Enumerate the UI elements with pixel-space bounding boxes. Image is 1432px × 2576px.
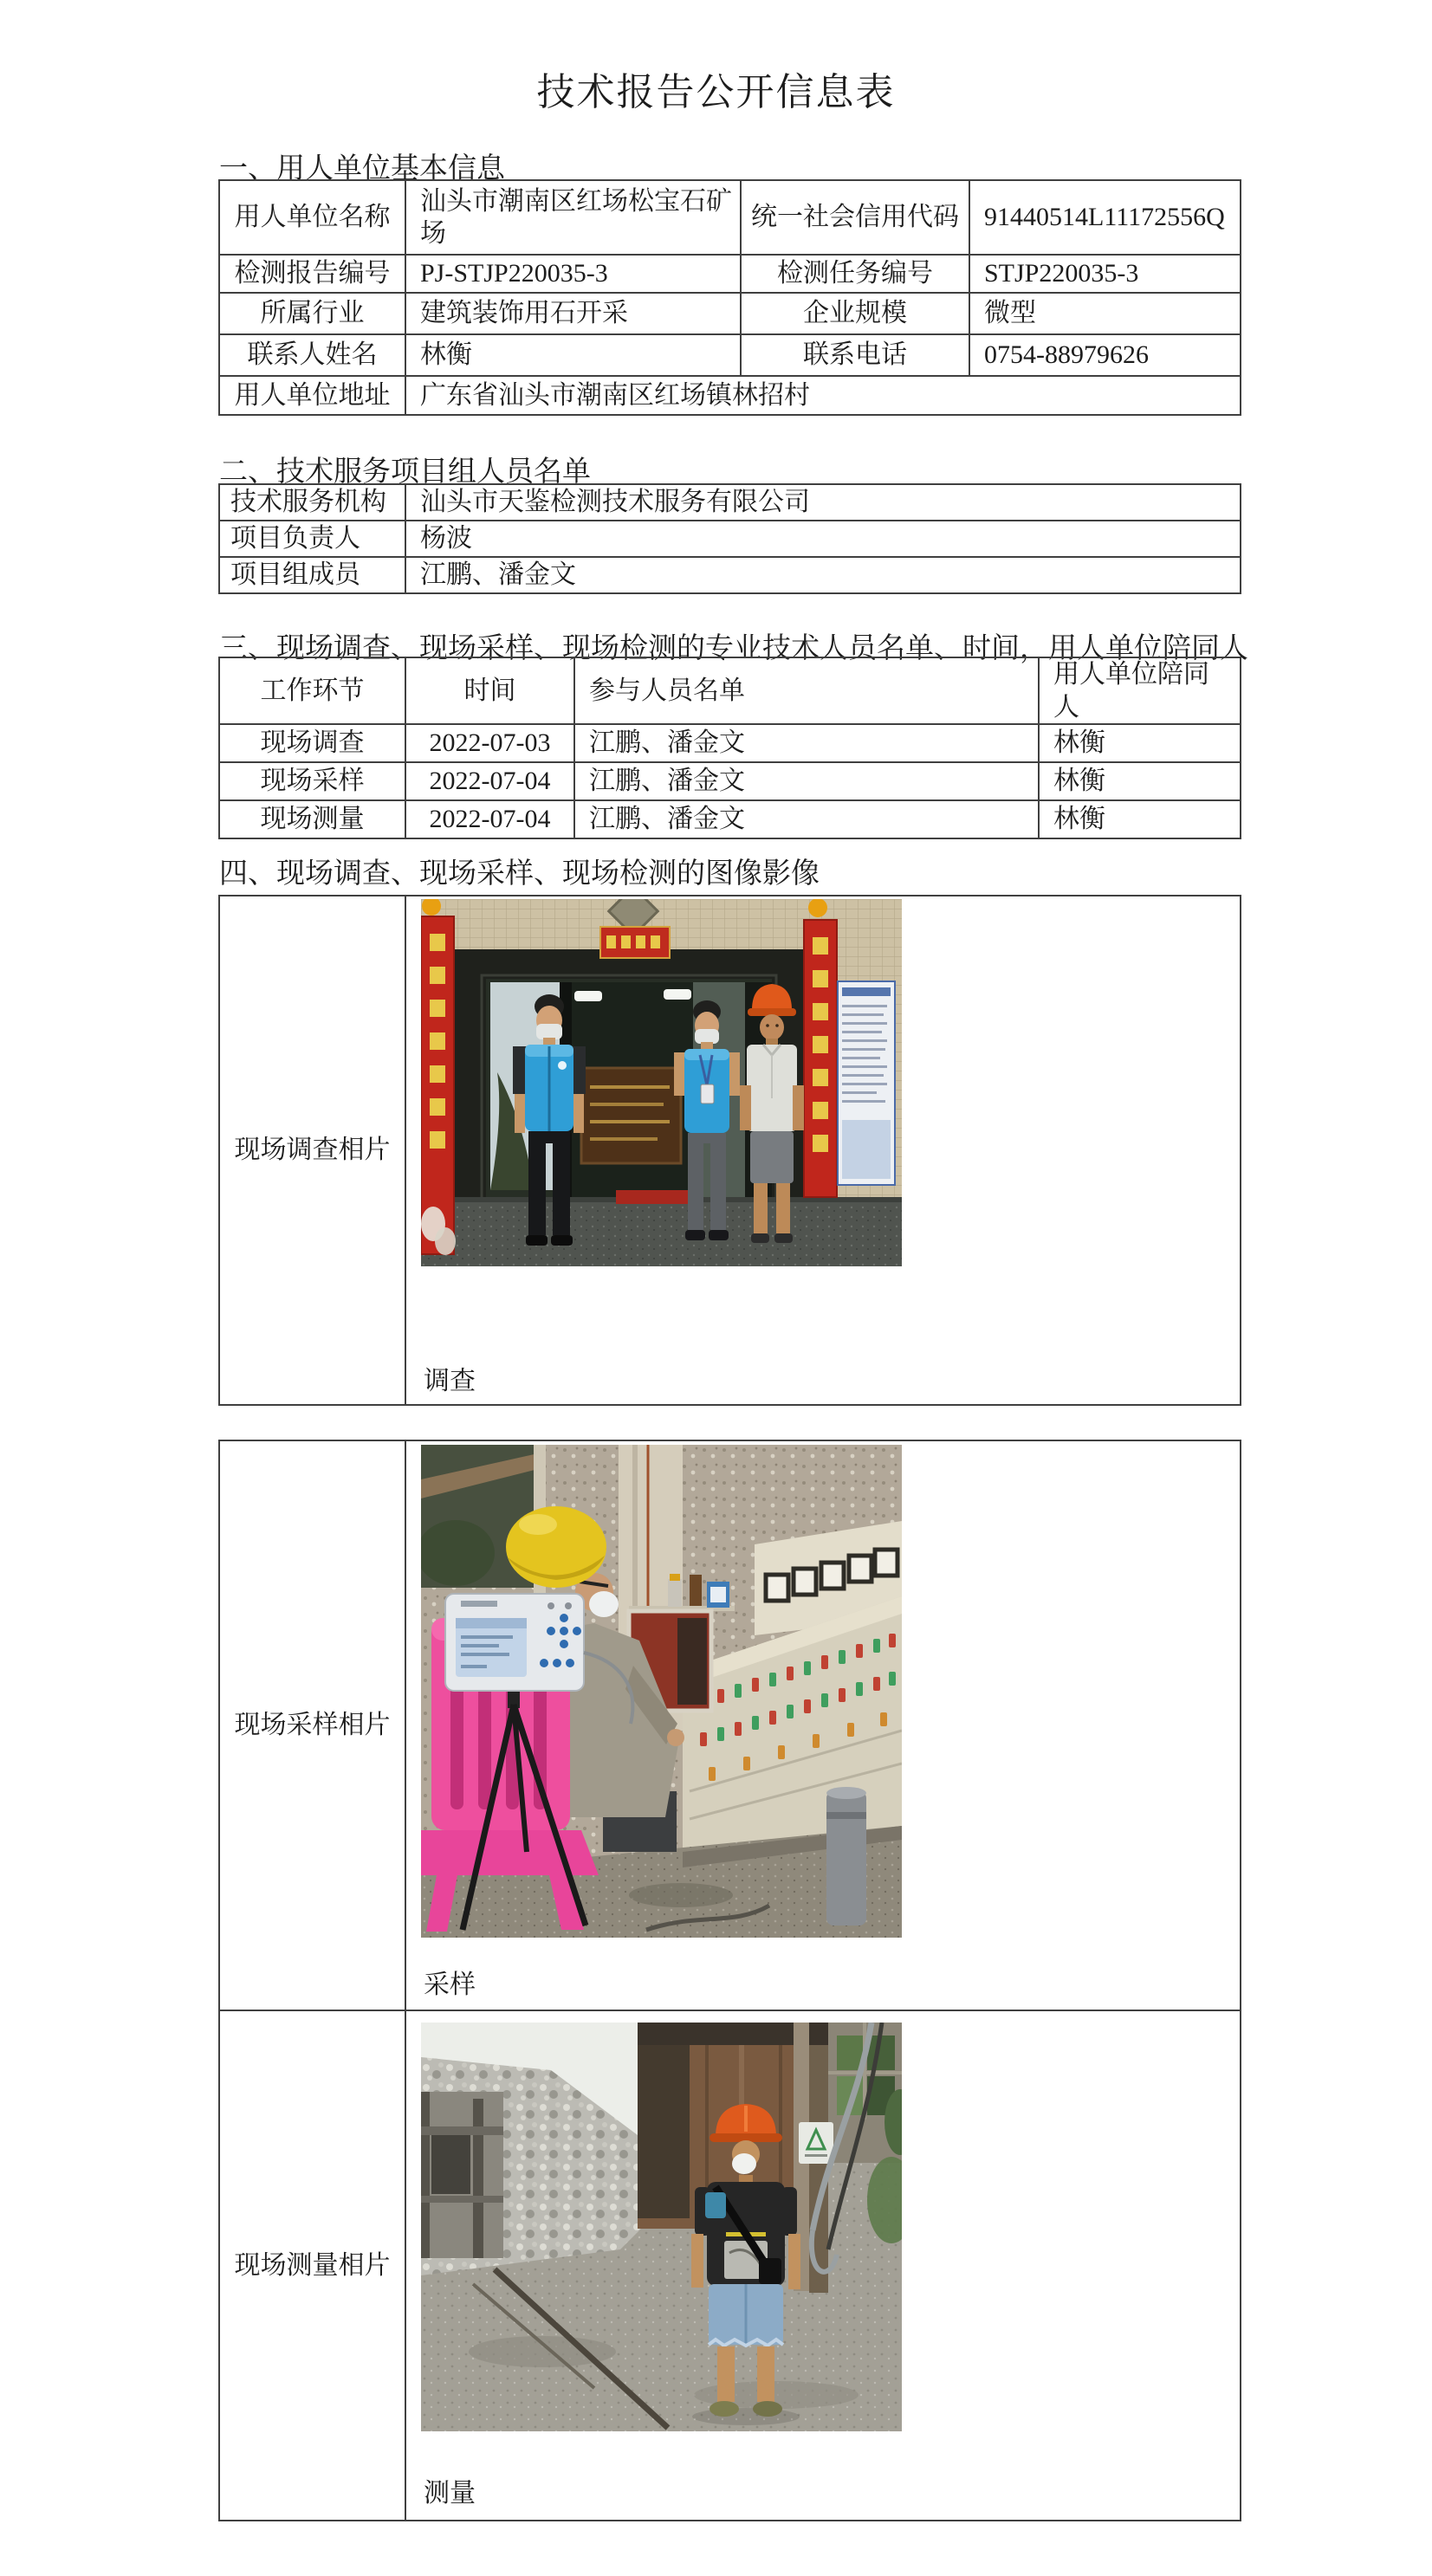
section4-heading: 四、现场调查、现场采样、现场检测的图像影像 [219,858,820,890]
row3-step: 现场测量 [219,800,405,838]
address-value: 广东省汕头市潮南区红场镇林招村 [405,376,1241,415]
site-sampling-photo [421,1445,902,1938]
survey-photo-label: 现场调查相片 [219,896,405,1405]
table-row [219,762,1241,800]
members-value: 江鹏、潘金文 [405,557,1241,593]
wooden-plaque [581,1068,681,1163]
table-row [219,180,1241,255]
industry-label: 所属行业 [219,293,405,334]
metal-cylinder [826,1787,866,1926]
measurement-photo-cell [405,2010,1241,2521]
credit-code-value: 91440514L11172556Q [969,180,1241,255]
contact-value: 林衡 [405,334,741,376]
address-label: 用人单位地址 [219,376,405,415]
table-row [219,293,1241,334]
site-survey-photo-graphic [421,899,902,1266]
table-row [219,2010,1241,2521]
service-team-table [218,483,1241,594]
table-row [219,484,1241,521]
survey-caption: 调查 [424,1366,476,1395]
wall-poster [838,981,895,1185]
table-row [219,800,1241,838]
agency-label: 技术服务机构 [219,484,405,521]
credit-code-label: 统一社会信用代码 [741,180,969,255]
section3-heading: 三、现场调查、现场采样、现场检测的专业技术人员名单、时间，用人单位陪同人 [219,633,1248,664]
row1-step: 现场调查 [219,724,405,762]
table-row [219,255,1241,293]
couplet-top-ornament [808,899,827,917]
sampling-photo-cell [405,1440,1241,2010]
page-title: 技术报告公开信息表 [536,71,896,113]
employer-name-value: 汕头市潮南区红场松宝石矿场 [405,180,741,255]
sampling-measurement-table [218,1440,1241,2521]
site-measurement-photo [421,2023,902,2431]
table-row [219,557,1241,593]
scale-label: 企业规模 [741,293,969,334]
table-row [219,1440,1241,2010]
table-row [219,521,1241,557]
site-survey-photo [421,899,902,1266]
row3-escort: 林衡 [1039,800,1241,838]
task-no-label: 检测任务编号 [741,255,969,293]
table-row [219,376,1241,415]
right-couplet [804,920,837,1197]
scale-value: 微型 [969,293,1241,334]
col-step: 工作环节 [219,657,405,724]
sampling-caption: 采样 [424,1970,476,1999]
report-no-label: 检测报告编号 [219,255,405,293]
agency-value: 汕头市天鉴检测技术服务有限公司 [405,484,1241,521]
employer-info-table [218,179,1241,416]
leader-value: 杨波 [405,521,1241,557]
col-date: 时间 [405,657,574,724]
row3-date: 2022-07-04 [405,800,574,838]
col-escort: 用人单位陪同人 [1039,657,1241,724]
task-no-value: STJP220035-3 [969,255,1241,293]
report-no-value: PJ-STJP220035-3 [405,255,741,293]
table-header-row [219,657,1241,724]
row1-staff: 江鹏、潘金文 [574,724,1039,762]
left-machine [421,2092,503,2258]
row2-escort: 林衡 [1039,762,1241,800]
table-row [219,334,1241,376]
site-measurement-photo-graphic [421,2023,902,2431]
section1-heading: 一、用人单位基本信息 [219,153,505,184]
sampling-photo-label: 现场采样相片 [219,1440,405,2010]
employer-name-label: 用人单位名称 [219,180,405,255]
section2-heading: 二、技术服务项目组人员名单 [219,456,591,488]
survey-photo-table [218,895,1241,1406]
col-staff: 参与人员名单 [574,657,1039,724]
table-row [219,896,1241,1405]
measurement-photo-label: 现场测量相片 [219,2010,405,2521]
site-sampling-photo-graphic [421,1445,902,1938]
phone-value: 0754-88979626 [969,334,1241,376]
table-row [219,724,1241,762]
contact-label: 联系人姓名 [219,334,405,376]
row2-staff: 江鹏、潘金文 [574,762,1039,800]
measurement-caption: 测量 [424,2478,476,2508]
industry-value: 建筑装饰用石开采 [405,293,741,334]
red-banner [600,927,670,958]
row3-staff: 江鹏、潘金文 [574,800,1039,838]
leader-label: 项目负责人 [219,521,405,557]
warning-sign [799,2122,833,2164]
phone-label: 联系电话 [741,334,969,376]
field-work-table [218,657,1241,839]
left-couplet [421,916,456,1255]
row1-date: 2022-07-03 [405,724,574,762]
survey-photo-cell [405,896,1241,1405]
row2-date: 2022-07-04 [405,762,574,800]
members-label: 项目组成员 [219,557,405,593]
row1-escort: 林衡 [1039,724,1241,762]
row2-step: 现场采样 [219,762,405,800]
